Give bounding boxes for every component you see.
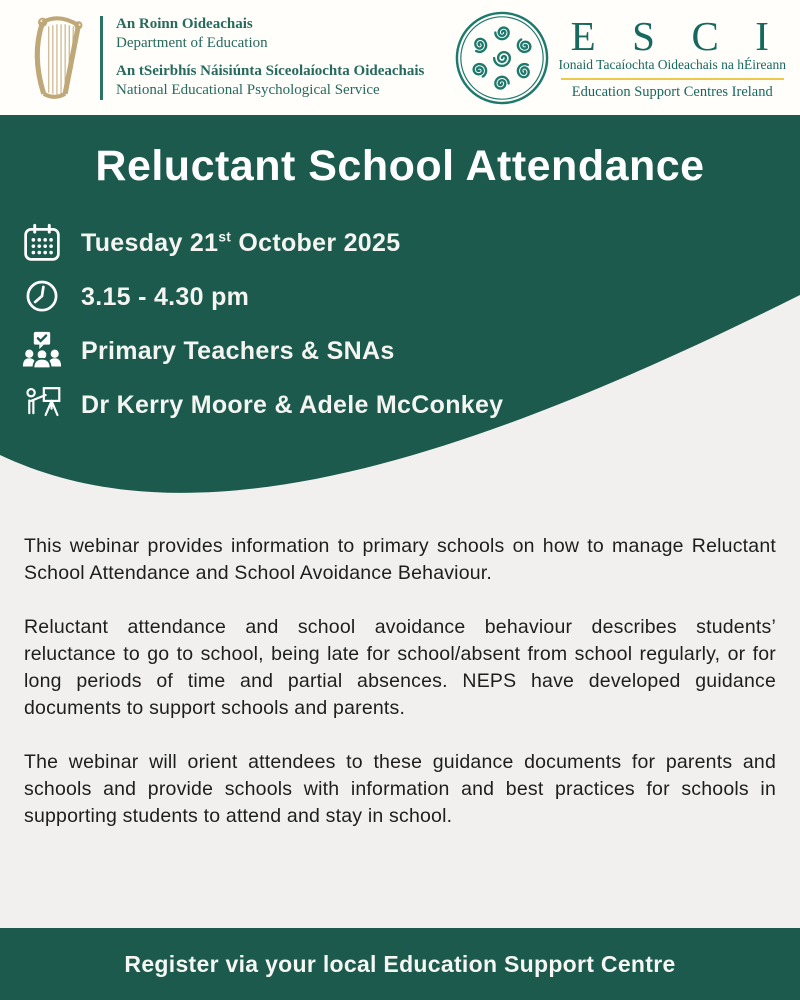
event-date: Tuesday 21st October 2025 (81, 228, 401, 257)
clock-icon (22, 277, 62, 317)
neps-name-english: National Educational Psychological Service (116, 82, 380, 98)
hero-section (0, 115, 800, 520)
presenters-row (22, 385, 800, 425)
esci-name-english: Education Support Centres Ireland (571, 84, 773, 100)
department-name-english: Department of Education (116, 35, 268, 51)
event-audience: Primary Teachers & SNAs (81, 336, 395, 365)
event-details (22, 223, 800, 425)
calendar-icon (22, 223, 62, 263)
department-name-irish: An Roinn Oideachais (116, 16, 253, 32)
event-presenters: Dr Kerry Moore & Adele McConkey (81, 390, 504, 419)
register-call-to-action: Register via your local Education Support Centre (124, 950, 676, 977)
page-title: Reluctant School Attendance (95, 142, 705, 190)
audience-icon (22, 331, 62, 371)
esci-acronym: E S C I (570, 13, 783, 59)
department-of-education-logo (28, 12, 424, 104)
neps-name-irish: An tSeirbhís Náisiúnta Síceolaíochta Oideachais (116, 63, 425, 79)
time-row (22, 277, 800, 317)
harp-icon (28, 12, 90, 104)
date-row (22, 223, 800, 263)
esci-logo (453, 9, 786, 107)
footer-banner (0, 928, 800, 1000)
esci-gold-line (561, 78, 784, 80)
paragraph-overview: This webinar provides information to primary schools on how to manage Reluctant School Attendance and School Avoidance Behaviour. (24, 535, 776, 584)
paragraph-webinar-content: The webinar will orient attendees to these guidance documents for parents and schools and provide schools with information and best practices for schools in supporting students to attend and stay in school. (24, 751, 776, 827)
paragraph-definition: Reluctant attendance and school avoidance behaviour describes students’ reluctance to go to school, being late for school/absent from school regularly, or for long periods of time and partial absences. NEPS have developed guidance documents to support schools and parents. (24, 616, 776, 719)
logo-divider (100, 16, 103, 100)
header (0, 0, 800, 115)
esci-spiral-icon (453, 9, 551, 107)
audience-row (22, 331, 800, 371)
description-section (0, 520, 800, 928)
event-time: 3.15 - 4.30 pm (81, 282, 250, 311)
presenter-icon (22, 385, 62, 425)
esci-name-irish: Ionaid Tacaíochta Oideachais na hÉireann (558, 57, 786, 72)
